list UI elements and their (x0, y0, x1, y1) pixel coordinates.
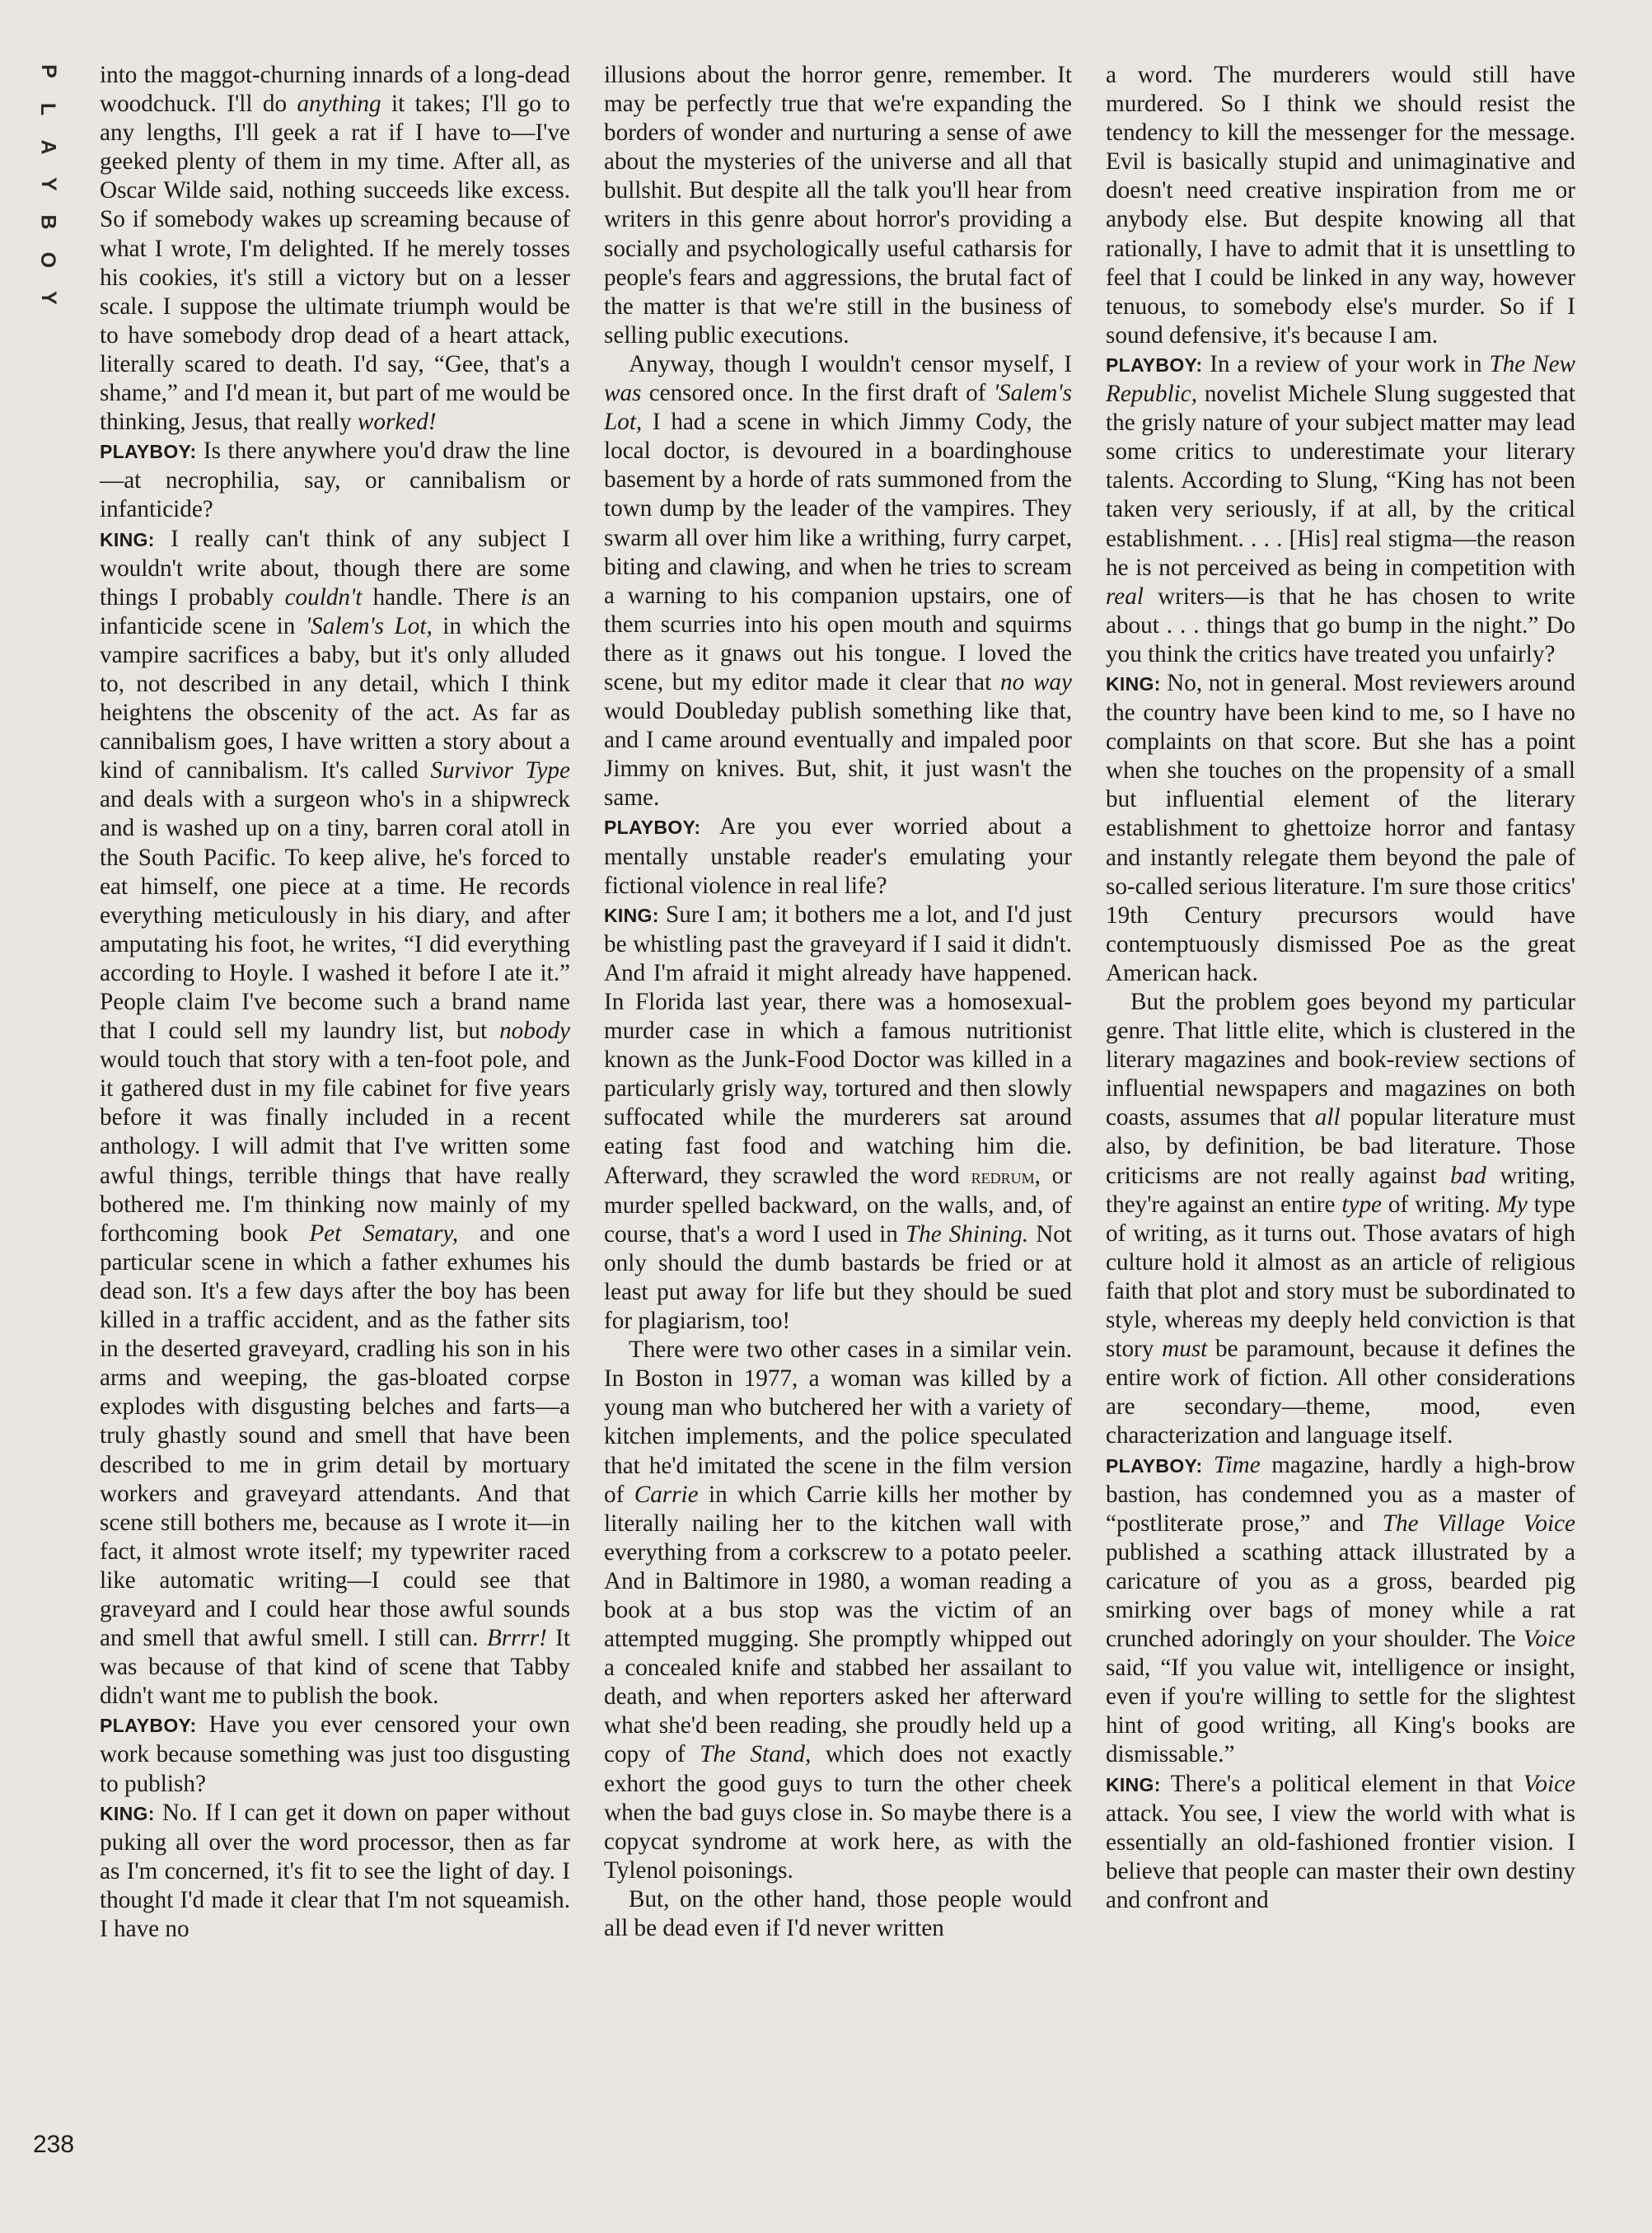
interview-paragraph (100, 525, 570, 1711)
speaker-label: KING: (1106, 1773, 1161, 1795)
text-run: Have you ever censored your own work because something was just too disgusting to publish? (100, 1711, 570, 1797)
body-paragraph (604, 350, 1072, 813)
interview-paragraph (604, 901, 1072, 1336)
interview-paragraph (100, 1711, 570, 1798)
italic-text: 'Salem's Lot, (305, 612, 433, 639)
text-run: handle. There (362, 583, 521, 611)
body-paragraph (100, 61, 570, 437)
italic-text: anything (297, 91, 381, 118)
interview-paragraph (1106, 1770, 1575, 1915)
text-run: No, not in general. Most reviewers around the country have been kind to me, so I have no complaints on that score. But she has a point when she touches on the propensity of a small but influential element of the literary establishment to ghettoize horror and fantasy and instantly relegate them beyond the pale of so-called serious literature. I'm sure those critics' 19th Century precursors would have contemptuously dismissed Poe as the great American hack. (1106, 669, 1575, 986)
text-run: Are you ever worried about a mentally unstable reader's emulating your fictional violence in real life? (604, 813, 1072, 899)
text-run: Not only should the dumb bastards be fried or at least put away for life but they should be sued for plagiarism, too! (604, 1220, 1072, 1335)
speaker-label: PLAYBOY: (100, 441, 197, 463)
italic-text: Pet Sematary, (309, 1219, 458, 1247)
text-run: censored once. In the first draft of (641, 380, 994, 407)
text-run: illusions about the horror genre, remember. It may be perfectly true that we're expanding the borders of wonder and nurturing a sense of awe about the mysteries of the universe and all that bullshit. But despite all the talk you'll hear from writers in this genre about horror's providing a socially and psychologically useful catharsis for people's fears and aggressions, the brutal fact of the matter is that we're still in the business of selling public executions. (604, 62, 1072, 349)
body-paragraph (604, 1885, 1072, 1943)
italic-text: must (1162, 1336, 1208, 1363)
text-run: I really can't think of any subject I wouldn't write about, though there are some things I probably (100, 525, 570, 611)
text-run: said, “If you value wit, intelligence or insight, even if you're willing to settle for the slightest hint of good writing, all King's books are dismissable.” (1106, 1655, 1575, 1768)
body-paragraph (1106, 988, 1575, 1451)
masthead-letter: Y (36, 177, 60, 192)
italic-text: Carrie (634, 1481, 699, 1508)
text-run: and one particular scene in which a father exhumes his dead son. It's a few days after the boy has been killed in a traffic accident, and as the father sits in the deserted graveyard, cradling his son in his arms and weeping, the gas-bloated corpse explodes with disgusting belches and farts—a truly ghastly sound and smell that have been described to me in grim detail by mortuary workers and graveyard attendants. And that scene still bothers me, because as I wrote it—in fact, it almost wrote itself; my typewriter raced like automatic writing—I could see that graveyard and I could hear those awful sounds and smell that awful smell. I still can. (100, 1219, 570, 1652)
italic-text: Survivor Type (430, 757, 570, 784)
speaker-label: KING: (1106, 672, 1161, 695)
text-run: Is there anywhere you'd draw the line—at necrophilia, say, or cannibalism or infanticide? (100, 438, 570, 523)
italic-text: is (520, 583, 537, 611)
text-run: novelist Michele Slung suggested that the grisly nature of your subject matter may lead some critics to underestimate your literary talents. According to Slung, “King has not been taken very seriously, if at all, by the critical establishment. . . . [His] real stigma—the reason he is not perceived as being in competition with (1106, 381, 1575, 581)
text-run: But, on the other hand, those people would all be dead even if I'd never written (604, 1885, 1072, 1941)
text-column-3 (1106, 61, 1575, 2154)
interview-paragraph (604, 812, 1072, 900)
italic-text: Time (1213, 1451, 1261, 1478)
italic-text: The Stand, (700, 1741, 812, 1768)
italic-text: all (1314, 1104, 1341, 1131)
italic-text: My (1496, 1191, 1528, 1218)
italic-text: nobody (499, 1018, 570, 1045)
text-run: of writing. (1382, 1191, 1497, 1218)
italic-text: The New Republic, (1106, 350, 1575, 408)
text-run: writing, they're against an entire (1106, 1162, 1575, 1218)
masthead-letter: B (36, 214, 60, 230)
text-run (1202, 1452, 1214, 1478)
text-run: I had a scene in which Jimmy Cody, the local doctor, is devoured in a boardinghouse basement by a horde of rats summoned from the town dump by the leader of the vampires. They swarm all over him like a writhing, furry carpet, biting and clawing, and when he tries to scream a warning to his companion upstairs, one of them scurries into his open mouth and squirms there as it gnaws out his tongue. I loved the scene, but my editor made it clear that (604, 409, 1072, 695)
italic-text: couldn't (284, 583, 363, 611)
text-run: In a review of your work in (1202, 350, 1490, 377)
italic-text: real (1106, 583, 1144, 610)
text-run: it takes; I'll go to any lengths, I'll geek a rat if I have to—I've geeked plenty of them in my time. After all, as Oscar Wilde said, nothing succeeds like excess. So if somebody wakes up screaming because of what I wrote, I'm delighted. If he merely tosses his cookies, it's still a victory but on a lesser scale. I suppose the ultimate triumph would be to have somebody drop dead of a heart attack, literally scared to death. I'd say, “Gee, that's a shame,” and I'd mean it, but part of me would be thinking, Jesus, that really (100, 91, 570, 436)
text-column-2 (604, 61, 1072, 2154)
playboy-masthead (33, 61, 63, 308)
body-paragraph (604, 1336, 1072, 1885)
speaker-label: KING: (100, 528, 155, 550)
small-caps-text: redrum (971, 1165, 1035, 1188)
interview-paragraph (100, 1799, 570, 1944)
italic-text: The Shining. (905, 1220, 1029, 1248)
text-run: in which the vampire sacrifices a baby, but it's only alluded to, not described in any detail, which I think heightens the obscenity of the act. As far as cannibalism goes, I have written a story about a kind of cannibalism. It's called (100, 612, 570, 784)
text-run: which does not exactly exhort the good guys to turn the other cheek when the bad guys close in. So maybe there is a copycat syndrome at work here, as with the Tylenol poisonings. (604, 1741, 1072, 1884)
text-run: and deals with a surgeon who's in a shipwreck and is washed up on a tiny, barren coral atoll in the South Pacific. To keep alive, he's forced to eat himself, one piece at a time. He records everything meticulously in his diary, and after amputating his foot, he writes, “I did everything according to Hoyle. I washed it before I ate it.” People claim I've become such a brand name that I could sell my laundry list, but (100, 786, 570, 1045)
speaker-label: KING: (100, 1802, 155, 1824)
masthead-letter: P (36, 64, 60, 78)
italic-text: Brrrr! (486, 1625, 547, 1652)
text-run: magazine, hardly a high-brow bastion, has condemned you as a master of “postliterate prose,” and (1106, 1451, 1575, 1537)
text-column-1 (100, 61, 570, 2154)
speaker-label: KING: (604, 904, 659, 926)
italic-text: 'Salem's Lot, (604, 380, 1072, 436)
interview-paragraph (1106, 1451, 1575, 1770)
masthead-letter: L (36, 102, 60, 115)
text-run: It was because of that kind of scene that Tabby didn't want me to publish the book. (100, 1625, 570, 1710)
masthead-letter: O (36, 251, 60, 269)
text-run: would touch that story with a ten-foot pole, and it gathered dust in my file cabinet for five years before it was finally included in a recent anthology. I will admit that I've written some awful things, terrible things that have really bothered me. I'm thinking now mainly of my forthcoming book (100, 1046, 570, 1247)
text-run: attack. You see, I view the world with what is essentially an old-fashioned frontier vision. I believe that people can master their own destiny and confront and (1106, 1800, 1575, 1913)
italic-text: type (1341, 1191, 1382, 1218)
text-run: a word. The murderers would still have murdered. So I think we should resist the tendency to kill the messenger for the message. Evil is basically stupid and unimaginative and doesn't need creative inspiration from me or anybody else. But despite knowing all that rationally, I have to admit that it is unsettling to feel that I could be linked in any way, however tenuous, to somebody else's murder. So if I sound defensive, it's because I am. (1106, 62, 1575, 349)
speaker-label: PLAYBOY: (100, 1715, 197, 1737)
text-run: an infanticide scene in (100, 583, 570, 639)
text-run: Sure I am; it bothers me a lot, and I'd just be whistling past the graveyard if I said it didn't. And I'm afraid it might already have happened. In Florida last year, there was a homosexual-murder case in which a famous nutritionist known as the Junk-Food Doctor was killed in a particularly grisly way, tortured and then slowly suffocated while the murderers sat around eating fast food and watching him die. Afterward, they scrawled the word (604, 901, 1072, 1189)
interview-paragraph (100, 437, 570, 524)
speaker-label: PLAYBOY: (604, 817, 701, 839)
italic-text: The Village Voice (1382, 1510, 1575, 1537)
text-run: But the problem goes beyond my particular genre. That little elite, which is clustered in the literary magazines and book-review sections of influential newspapers and magazines on both coasts, assumes that (1106, 989, 1575, 1131)
text-run: Anyway, though I wouldn't censor myself, I (629, 350, 1072, 377)
masthead-letter: Y (36, 291, 60, 305)
italic-text: Voice (1523, 1770, 1575, 1797)
italic-text: worked! (357, 409, 437, 436)
interview-paragraph (1106, 669, 1575, 988)
italic-text: was (604, 380, 642, 407)
text-run: , or murder spelled backward, on the walls, and, of course, that's a word I used in (604, 1162, 1072, 1248)
text-run: into the maggot-churning innards of a long-dead woodchuck. I'll do (100, 62, 570, 118)
interview-paragraph (1106, 350, 1575, 669)
page-number: 238 (33, 2131, 75, 2158)
text-run: No. If I can get it down on paper without puking all over the word processor, then as far as I'm concerned, it's fit to see the light of day. I thought I'd made it clear that I'm not squeamish. I have no (100, 1799, 570, 1942)
italic-text: no way (999, 668, 1072, 695)
text-run: published a scathing attack illustrated by a caricature of you as a gross, bearded pig smirking over bags of money while a rat crunched adoringly on your shoulder. The (1106, 1538, 1575, 1653)
speaker-label: PLAYBOY: (1106, 353, 1203, 376)
masthead-letter: A (36, 139, 60, 155)
italic-text: bad (1450, 1162, 1486, 1189)
text-run: be paramount, because it defines the entire work of fiction. All other considerations are secondary—theme, mood, even characterization and language itself. (1106, 1336, 1575, 1449)
text-run: There's a political element in that (1160, 1770, 1523, 1797)
text-run: There were two other cases in a similar vein. In Boston in 1977, a woman was killed by a young man who butchered her with a variety of kitchen implements, and the police speculated that he'd imitated the scene in the film version of (604, 1337, 1072, 1508)
speaker-label: PLAYBOY: (1106, 1454, 1203, 1477)
body-paragraph (604, 61, 1072, 350)
text-run: in which Carrie kills her mother by literally nailing her to the kitchen wall with everything from a corkscrew to a potato peeler. And in Baltimore in 1980, a woman reading a book at a bus stop was the victim of an attempted mugging. She promptly whipped out a concealed knife and stabbed her assailant to death, and when reporters asked her afterward what she'd been reading, she proudly held up a copy of (604, 1481, 1072, 1768)
text-run: writers—is that he has chosen to write about . . . things that go bump in the night.” Do you think the critics have treated you unfairly? (1106, 583, 1575, 667)
italic-text: Voice (1523, 1626, 1575, 1653)
text-run: would Doubleday publish something like that, and I came around eventually and impaled poor Jimmy on knives. But, shit, it just wasn't the same. (604, 698, 1072, 812)
text-run: type of writing, as it turns out. Those avatars of high culture hold it almost as an article of religious faith that plot and story must be subordinated to style, whereas my deeply held conviction is that story (1106, 1191, 1575, 1363)
text-run: popular literature must also, by definition, be bad literature. Those criticisms are not really against (1106, 1104, 1575, 1189)
body-paragraph (1106, 61, 1575, 350)
